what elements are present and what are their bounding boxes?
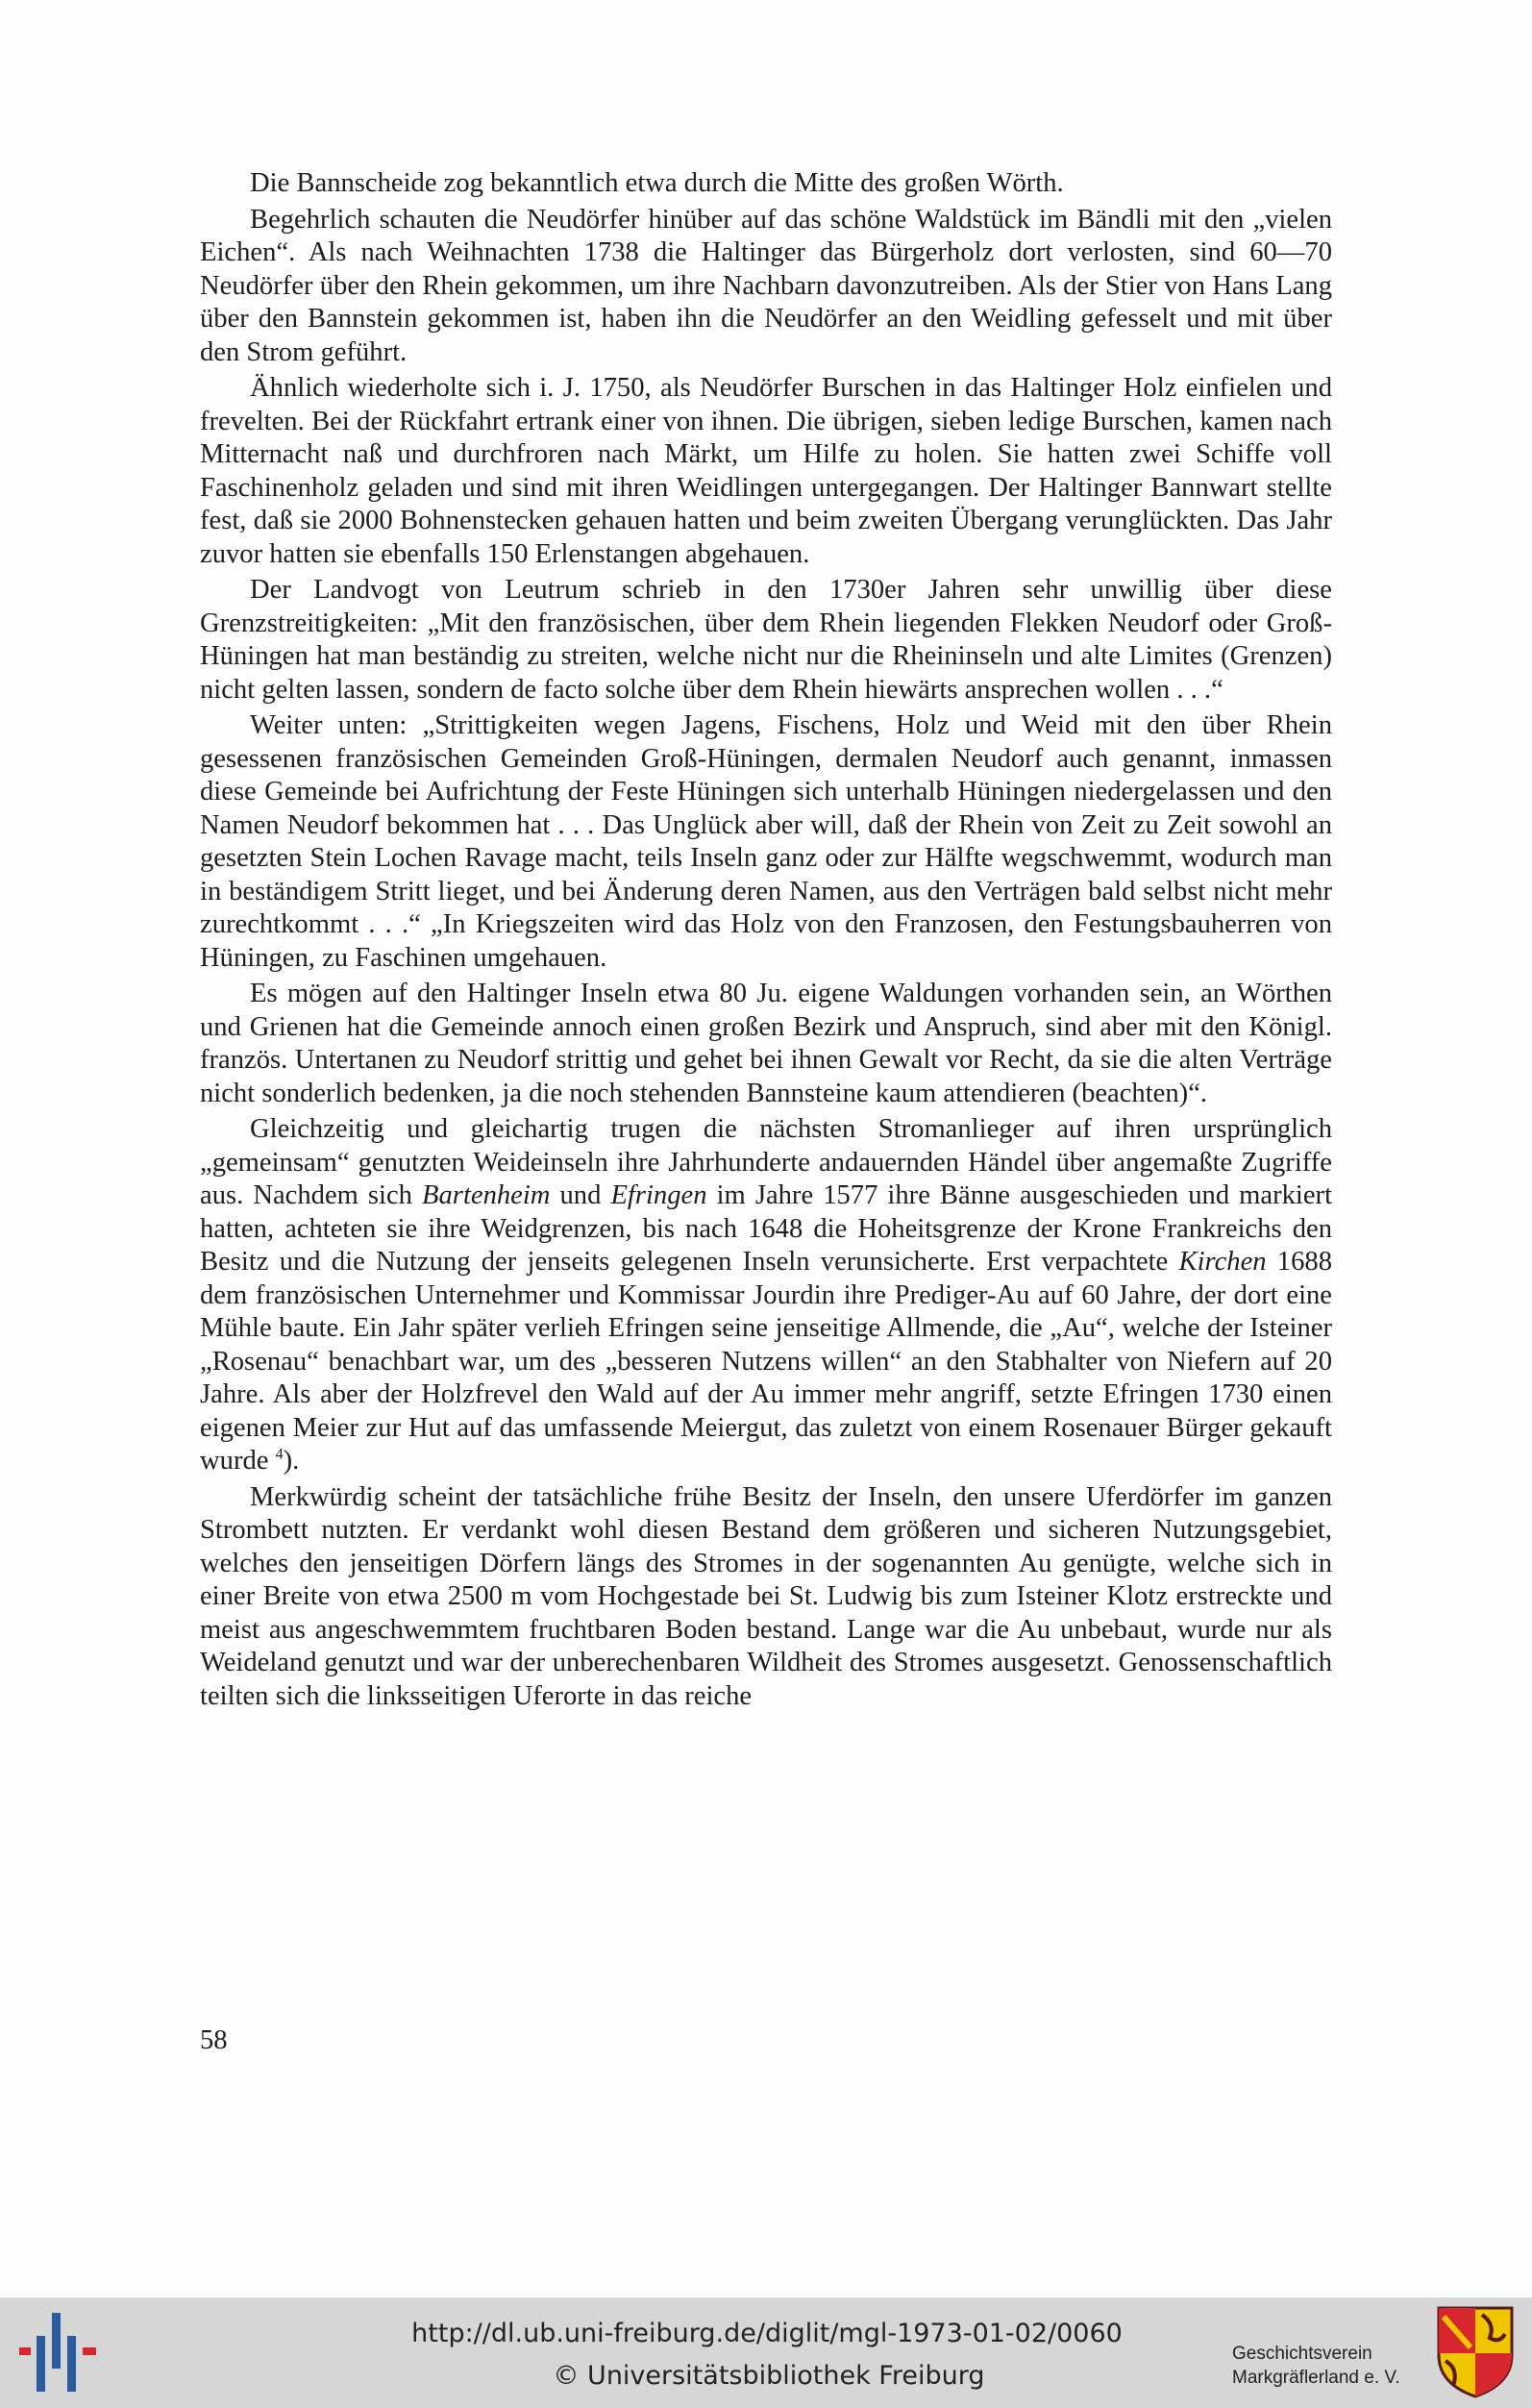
text-run: Ähnlich wiederholte sich i. J. 1750, als Neudörfer Burschen in das Haltinger Holz einfielen und frevelten. Bei der Rückfahrt ertrank einer von ihnen. Die übrigen, sieben ledige Burschen, kamen nach Mitternacht naß und durchfroren nach Märkt, um Hilfe zu holen. Sie hatten zwei Schiffe voll Faschinenholz geladen und sind mit ihren Weidlingen untergegangen. Der Haltinger Bannwart stellte fest, daß sie 2000 Bohnenstecken gehauen hatten und beim zweiten Übergang verunglückten. Das Jahr zuvor hatten sie ebenfalls 150 Erlenstangen abgehauen. bbox=[200, 373, 1332, 569]
text-run: Der Landvogt von Leutrum schrieb in den 1730er Jahren sehr unwillig über diese Grenzstreitigkeiten: „Mit den französischen, über dem Rhein liegenden Flekken Neudorf oder Groß-Hüningen hat man beständig zu streiten, welche nicht nur die Rheininseln und alte Limites (Grenzen) nicht gelten lassen, sondern de facto solche über dem Rhein hiewärts ansprechen wollen . . .“ bbox=[200, 575, 1332, 705]
paragraph bbox=[200, 372, 1332, 571]
paragraph bbox=[200, 204, 1332, 370]
footnote-ref: 4 bbox=[275, 1446, 284, 1463]
permalink-url[interactable]: http://dl.ub.uni-freiburg.de/diglit/mgl-1973-01-02/0060 bbox=[411, 2319, 1123, 2348]
text-run: Begehrlich schauten die Neudörfer hinüber auf das schöne Waldstück im Bändli mit den „vielen Eichen“. Als nach Weihnachten 1738 die Haltinger das Bürgerholz dort verlosten, sind 60—70 Neudörfer über den Rhein gekommen, um ihre Nachbarn davonzutreiben. Als der Stier von Hans Lang über den Bannstein gekommen ist, haben ihn die Neudörfer an den Weidling gefesselt und mit über den Strom geführt. bbox=[200, 204, 1332, 367]
place-name: Kirchen bbox=[1178, 1247, 1267, 1277]
text-run: Die Bannscheide zog bekanntlich etwa durch die Mitte des großen Wörth. bbox=[250, 168, 1064, 198]
page-number: 58 bbox=[200, 2025, 228, 2055]
text-run: und bbox=[550, 1180, 611, 1210]
paragraph bbox=[200, 167, 1332, 201]
society-name-line1: Geschichtsverein bbox=[1232, 2344, 1372, 2364]
text-run: Weiter unten: „Strittigkeiten wegen Jagens, Fischens, Holz und Weid mit den über Rhein gesessenen französischen Gemeinden Groß-Hüningen, dermalen Neudorf auch genannt, inmassen diese Gemeinde bei Aufrichtung der Feste Hüningen sich unterhalb Hüningen niedergelassen und den Namen Neudorf bekommen hat . . . Das Unglück aber will, daß der Rhein von Zeit zu Zeit sowohl an gesetzten Stein Lochen Ravage macht, teils Inseln ganz oder zur Hälfte wegschwemmt, wodurch man in beständigem Stritt lieget, und bei Änderung deren Namen, aus den Verträgen bald selbst nicht mehr zurechtkommt . . .“ „In Kriegszeiten wird das Holz von den Franzosen, den Festungsbauherren von Hüningen, zu Faschinen umgehauen. bbox=[200, 710, 1332, 973]
society-name bbox=[1232, 2342, 1400, 2390]
text-run: ). bbox=[283, 1446, 300, 1476]
paragraph bbox=[200, 978, 1332, 1110]
text-run: Es mögen auf den Haltinger Inseln etwa 80 Ju. eigene Waldungen vorhanden sein, an Wörthen und Grienen hat die Gemeinde annoch einen großen Bezirk und Anspruch, sind aber mit den Königl. französ. Untertanen zu Neudorf strittig und gehet bei ihnen Gewalt vor Recht, da sie die alten Verträge nicht sonderlich bedenken, ja die noch stehenden Bannsteine kaum attendieren (beachten)“. bbox=[200, 979, 1332, 1108]
coat-of-arms-icon[interactable] bbox=[1436, 2305, 1515, 2399]
text-run: Gleichzeitig und gleichartig trugen die nächsten Stromanlieger auf ihren ursprünglich „gemeinsam“ genutzten Weideinseln ihre Jahrhunderte andauernden Händel über angemaßte Zugriffe aus. Nachdem sich bbox=[200, 1114, 1332, 1210]
text-run: Merkwürdig scheint der tatsächliche frühe Besitz der Inseln, den unsere Uferdörfer im ganzen Strombett nutzten. Er verdankt wohl diesen Bestand dem größeren und sicheren Nutzungsgebiet, welches den jenseitigen Dörfern längs des Stromes in der sogenannten Au genügte, welche sich in einer Breite von etwa 2500 m vom Hochgestade bei St. Ludwig bis zum Isteiner Klotz erstreckte und meist aus angeschwemmtem fruchtbaren Boden bestand. Lange war die Au unbebaut, wurde nur als Weideland genutzt und war der unberechenbaren Wildheit des Stromes ausgesetzt. Genossenschaftlich teilten sich die linksseitigen Uferorte in das reiche bbox=[200, 1481, 1332, 1711]
copyright-notice: © Universitätsbibliothek Freiburg bbox=[553, 2361, 985, 2391]
place-name: Efringen bbox=[610, 1180, 707, 1210]
paragraph bbox=[200, 574, 1332, 707]
place-name: Bartenheim bbox=[422, 1180, 551, 1210]
ub-freiburg-logo-icon[interactable] bbox=[17, 2307, 100, 2398]
society-name-line2: Markgräflerland e. V. bbox=[1232, 2368, 1400, 2388]
paragraph bbox=[200, 1113, 1332, 1478]
body-text bbox=[200, 167, 1332, 1713]
text-run: 1688 dem französischen Unternehmer und Kommissar Jourdin ihre Prediger-Au auf 60 Jahre, der dort eine Mühle baute. Ein Jahr später verlieh Efringen seine jenseitige Allmende, die „Au“, welche der Isteiner „Rosenau“ benachbart war, um des „besseren Nutzens willen“ an den Stabhalter von Niefern auf 20 Jahre. Als aber der Holzfrevel den Wald auf der Au immer mehr angriff, setzte Efringen 1730 einen eigenen Meier zur Hut auf das umfassende Meiergut, das zuletzt von einem Rosenauer Bürger gekauft wurde bbox=[200, 1247, 1332, 1476]
paragraph bbox=[200, 1481, 1332, 1714]
paragraph bbox=[200, 709, 1332, 975]
text-run: im Jahre 1577 ihre Bänne ausgeschieden und markiert hatten, achteten sie ihre Weidgrenzen, bis nach 1648 die Hoheitsgrenze der Krone Frankreichs den Besitz und die Nutzung der jenseits gelegenen Inseln verunsicherte. Erst verpachtete bbox=[200, 1180, 1333, 1277]
